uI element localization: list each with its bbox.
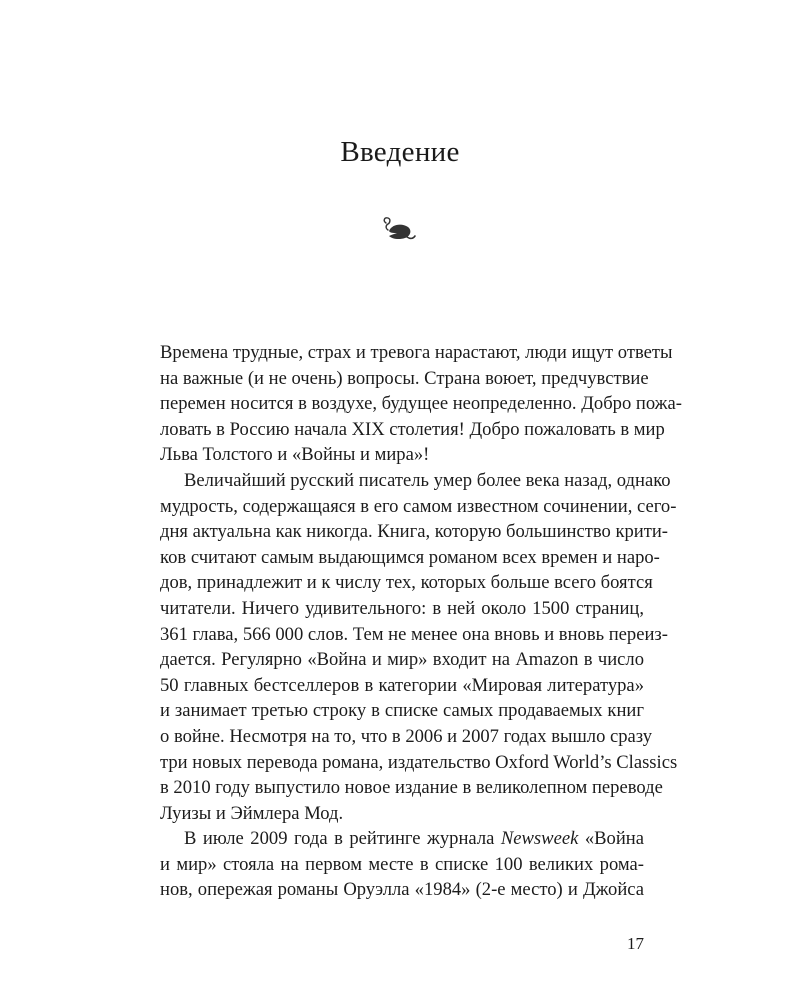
text-line: о войне. Несмотря на то, что в 2006 и 2007 годах вышло сразу (160, 725, 653, 747)
text-line: ков считают самым выдающимся романом всех времен и наро- (160, 546, 660, 568)
text-line (160, 826, 644, 852)
text-line: Льва Толстого и «Войны и мира»! (160, 444, 430, 466)
text-line: читатели. Ничего удивительного: в ней около 1500 страниц, (160, 597, 644, 619)
magazine-title: Newsweek (500, 828, 579, 850)
text-line: и занимает третью строку в списке самых продаваемых книг (160, 700, 644, 722)
text-line: ловать в Россию начала XIX столетия! Добро пожаловать в мир (160, 418, 665, 440)
text-line: 50 главных бестселлеров в категории «Мировая литература» (160, 674, 644, 696)
text-line: на важные (и не очень) вопросы. Страна воюет, предчувствие (160, 367, 649, 389)
text-line: Луизы и Эймлера Мод. (160, 802, 344, 824)
text-line: нов, опережая романы Оруэлла «1984» (2-е место) и Джойса (160, 879, 644, 901)
text-line: дается. Регулярно «Война и мир» входит на Amazon в число (160, 649, 644, 671)
text-line: и мир» стояла на первом месте в списке 100 великих рома- (160, 853, 644, 875)
page-number: 17 (627, 934, 644, 953)
text-line: Времена трудные, страх и тревога нарастают, люди ищут ответы (160, 342, 673, 363)
fleuron-icon (380, 214, 420, 246)
text-line: в 2010 году выпустило новое издание в великолепном переводе (160, 777, 663, 799)
chapter-title: Введение (340, 136, 460, 168)
text-line: 361 глава, 566 000 слов. Тем не менее она вновь и вновь переиз- (160, 623, 668, 645)
text-line: дов, принадлежит и к числу тех, которых больше всего боятся (160, 572, 653, 594)
text-line: дня актуальна как никогда. Книга, которую большинство крити- (160, 521, 668, 543)
text-line: мудрость, содержащаяся в его самом известном сочинении, сего- (160, 495, 677, 517)
text-line: три новых перевода романа, издательство Oxford World’s Classics (160, 751, 678, 773)
text-fragment: «Война (578, 828, 644, 850)
body-text (160, 340, 682, 903)
text-line: перемен носится в воздухе, будущее неопределенно. Добро пожа- (160, 393, 682, 415)
text-line: Величайший русский писатель умер более века назад, однако (184, 469, 671, 491)
text-fragment: В июле 2009 года в рейтинге журнала (184, 828, 501, 850)
